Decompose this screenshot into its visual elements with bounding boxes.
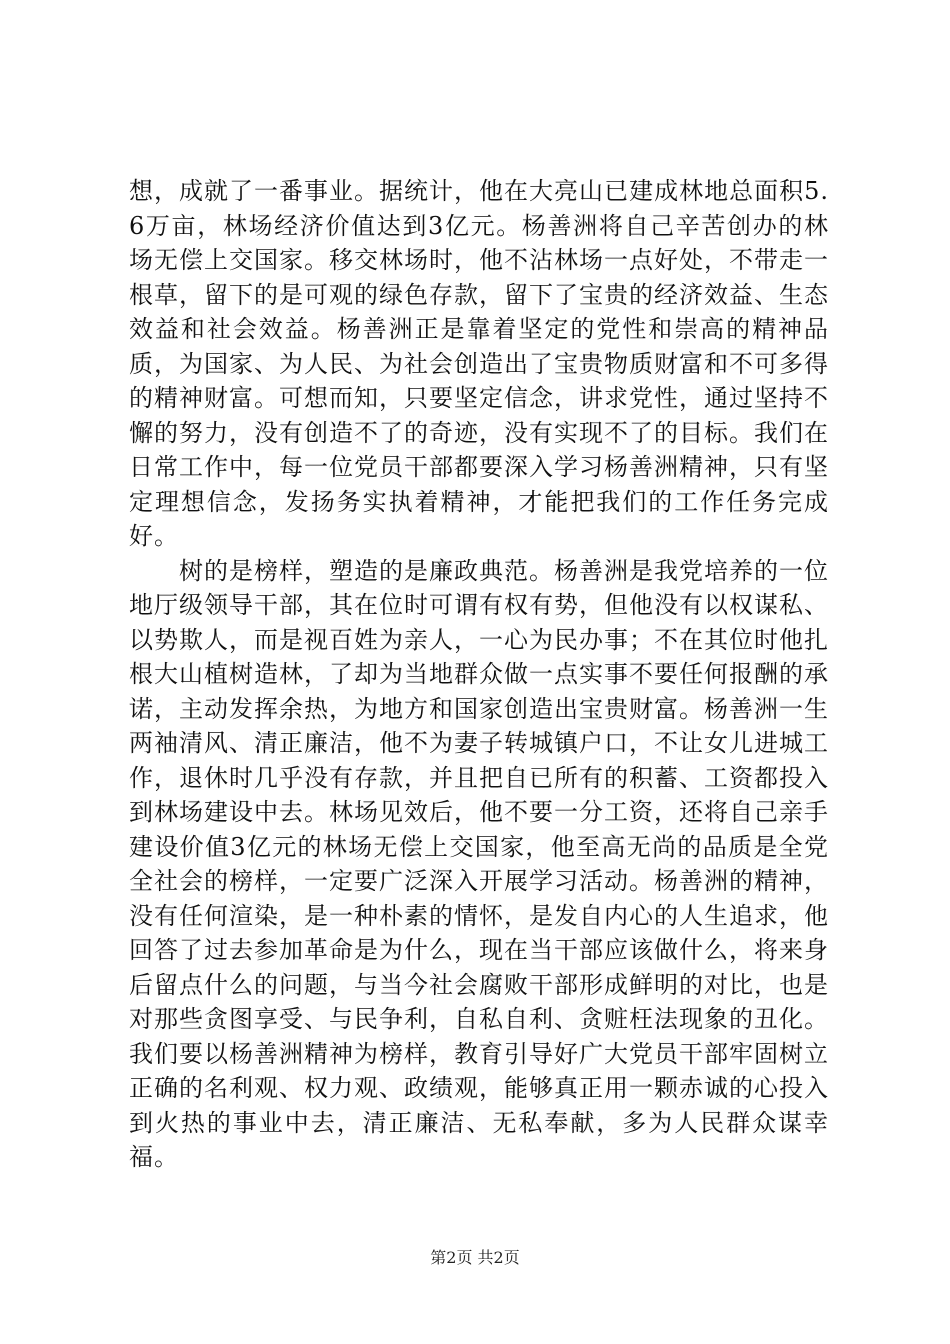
paragraph-2: 树的是榜样，塑造的是廉政典范。杨善洲是我党培养的一位地厅级领导干部，其在位时可谓有权有势，但他没有以权谋私、以势欺人，而是视百姓为亲人，一心为民办事；不在其位时他扎根大山植树造林，了却为当地群众做一点实事不要任何报酬的承诺，主动发挥余热，为地方和国家创造出宝贵财富。杨善洲一生两袖清风、清正廉洁，他不为妻子转城镇户口，不让女儿进城工作，退休时几乎没有存款，并且把自已所有的积蓄、工资都投入到林场建设中去。林场见效后，他不要一分工资，还将自己亲手建设价值3亿元的林场无偿上交国家，他至高无尚的品质是全党全社会的榜样，一定要广泛深入开展学习活动。杨善洲的精神，没有任何渲染，是一种朴素的情怀，是发自内心的人生追求，他回答了过去参加革命是为什么，现在当干部应该做什么，将来身后留点什么的问题，与当今社会腐败干部形成鲜明的对比，也是对那些贪图享受、与民争利，自私自利、贪赃枉法现象的丑化。我们要以杨善洲精神为榜样，教育引导好广大党员干部牢固树立正确的名利观、权力观、政绩观，能够真正用一颗赤诚的心投入到火热的事业中去，清正廉洁、无私奉献，多为人民群众谋幸福。 [129, 556, 829, 1171]
page-footer: 第2页 共2页 [430, 1248, 520, 1267]
body-text [129, 174, 829, 1175]
paragraph-1: 想，成就了一番事业。据统计，他在大亮山已建成林地总面积5.6万亩，林场经济价值达到3亿元。杨善洲将自己辛苦创办的林场无偿上交国家。移交林场时，他不沾林场一点好处，不带走一根草，留下的是可观的绿色存款，留下了宝贵的经济效益、生态效益和社会效益。杨善洲正是靠着坚定的党性和崇高的精神品质，为国家、为人民、为社会创造出了宝贵物质财富和不可多得的精神财富。可想而知，只要坚定信念，讲求党性，通过坚持不懈的努力，没有创造不了的奇迹，没有实现不了的目标。我们在日常工作中，每一位党员干部都要深入学习杨善洲精神，只有坚定理想信念，发扬务实执着精神，才能把我们的工作任务完成好。 [129, 177, 829, 550]
